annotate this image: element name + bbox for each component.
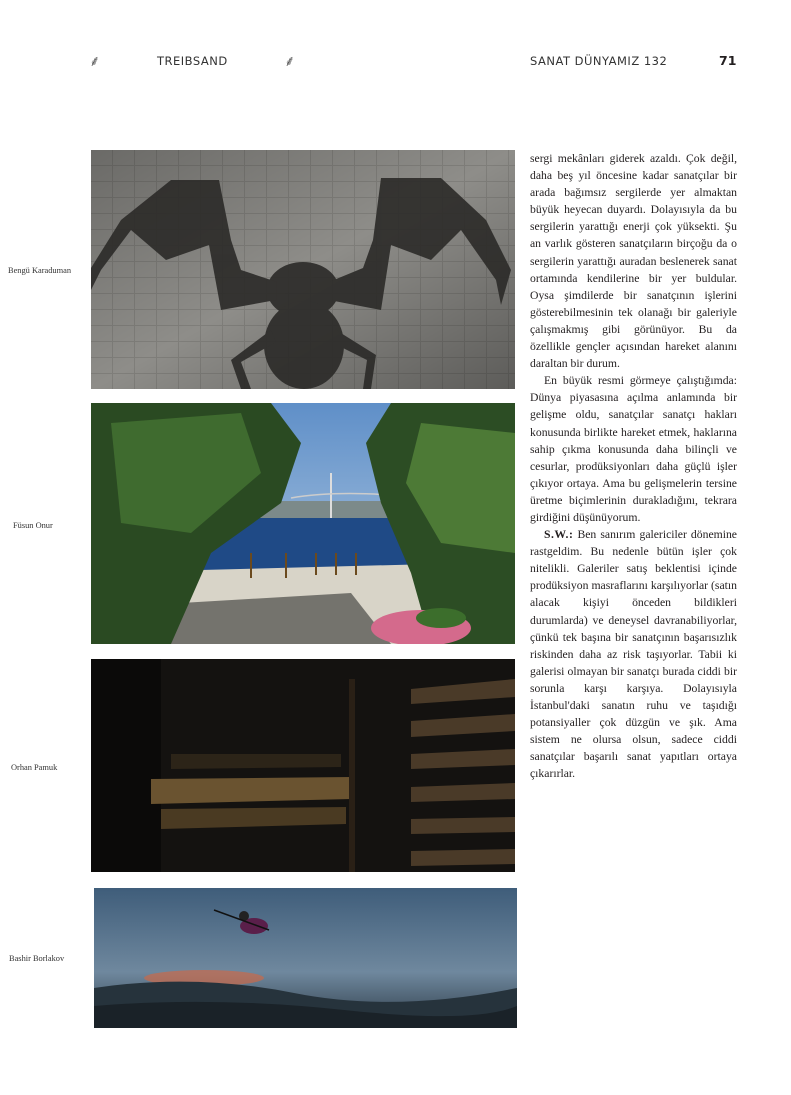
section-title: TREIBSAND — [157, 54, 228, 68]
artwork-photo-dark-interior — [91, 659, 515, 872]
article-body — [530, 150, 737, 782]
speaker-label: S.W.: — [544, 528, 574, 542]
article-paragraph: Ben sanırım galericiler dönemine rastgeldim. Bu nedenle bütün işler çok nitelikli. Galeriler satış beklentisi içinde prodüksiyon masraflarını karşılıyorlar (satın alacak kişiyi önceden bildikleri durumlarda) ve deneysel davranabiliyorlar, çünkü tek başına bir sanatçının başarısızlık riskinden daha az risk taşıyorlar. Tabii ki galerisi olmayan bir sanatçı burada ciddi bir sorunla karşı karşıya. Dolayısıyla İstanbul'daki sanatın ruhu ve taşıdığı potansiyaller çok düzgün ve şık. Ama sistem ne olursa olsun, sadece ciddi sanatçılar başarılı sanat yapıtları ortaya çıkarırlar. — [530, 528, 737, 781]
caption-orhan-pamuk: Orhan Pamuk — [11, 763, 58, 772]
article-paragraph: sergi mekânları giderek azaldı. Çok değil, daha beş yıl öncesine kadar sanatçılar bir arada bağımsız sergilerde yer almaktan büyük heyecan duyardı. Dolayısıyla da bu sergilerin yarattığı enerji çok yüksekti. Şu an varlık gösteren sanatçıların birçoğu da o sergilerin yarattığı auradan beslenerek sanat ortamında kendilerine bir yer buldular. Oysa şimdilerde bir sanatçının işlerini gösterebilmesinin tek olanağı bir galeriyle çalışmakmış gibi görünüyor. Bu da özellikle gençler açısından hareket alanını daraltan bir durum. — [530, 152, 737, 371]
caption-bengu-karaduman: Bengü Karaduman — [8, 266, 72, 275]
page-number: 71 — [719, 53, 737, 68]
artwork-photo-spider-shadow — [91, 150, 515, 389]
artwork-photo-misty-landscape — [94, 888, 517, 1028]
artwork-photo-bosphorus — [91, 403, 515, 644]
ornament-left-icon: ⸙ — [89, 52, 101, 70]
caption-bashir-borlakov: Bashir Borlakov — [9, 954, 65, 963]
article-paragraph: En büyük resmi görmeye çalıştığımda: Dünya piyasasına açılma anlamında bir gelişme oldu, sanatçılar sanatçı hakları konusunda birlikte hareket etmek, haklarına sahip çıkma konusunda daha bilinçli ve cesurlar, prodüksiyonları daha güçlü işler çıkıyor ortaya. Ama bu gelişmelerin tersine üretme biçimlerinin durakladığını, tekrara girdiğini düşünüyorum. — [530, 374, 737, 524]
caption-fusun-onur: Füsun Onur — [13, 521, 53, 530]
ornament-right-icon: ⸙ — [284, 52, 296, 70]
magazine-title: SANAT DÜNYAMIZ 132 — [530, 54, 668, 68]
